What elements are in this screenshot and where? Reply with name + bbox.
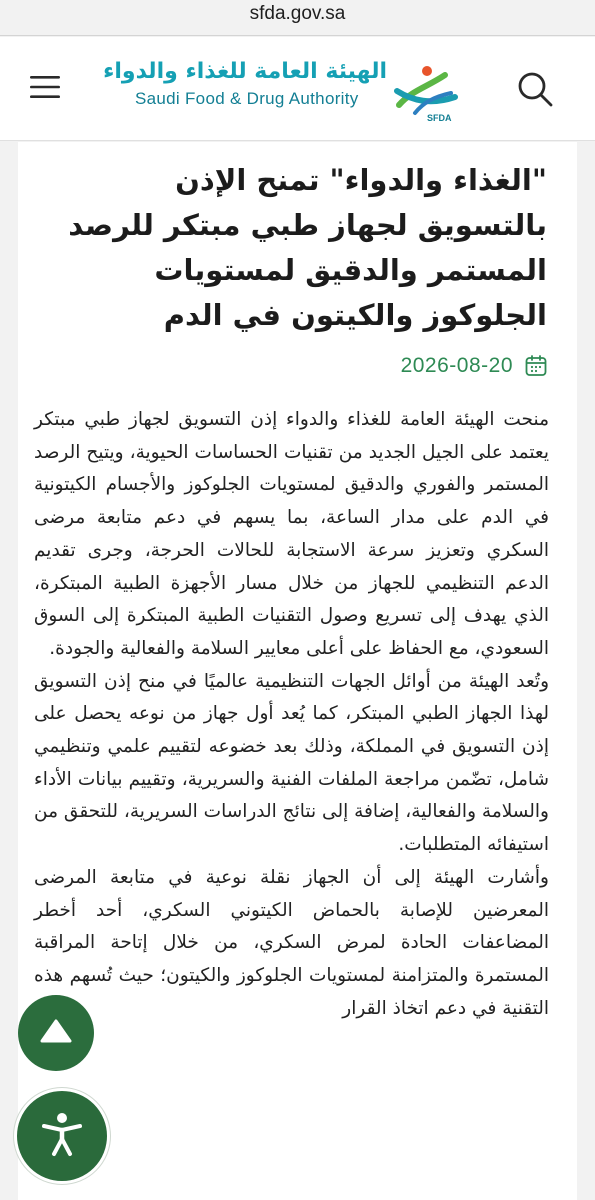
article-paragraph-3: وأشارت الهيئة إلى أن الجهاز نقلة نوعية في متابعة المرضى المعرضين للإصابة بالحماض الكيتوني السكري، أحد أخطر المضاعفات الحادة لمرض السكري، من خلال إتاحة المراقبة المستمرة والمتزامنة لمستويات الجلوكوز والكيتون؛ حيث تُسهم هذه التقنية في دعم اتخاذ القرار [34, 866, 549, 1019]
scroll-to-top-button[interactable] [18, 995, 94, 1071]
logo-mark-text: SFDA [427, 113, 452, 123]
article-date-row [401, 350, 547, 382]
article-date: 2026-08-20 [400, 354, 513, 377]
accessibility-button[interactable] [14, 1088, 110, 1184]
url-text[interactable]: sfda.gov.sa [249, 3, 346, 24]
logo-arabic-text: الهيئة العامة للغذاء والدواء [103, 59, 387, 84]
article-paragraph-1: منحت الهيئة العامة للغذاء والدواء إذن التسويق لجهاز طبي مبتكر يعتمد على الجيل الجديد من تقنيات الحساسات الحيوية، ويتيح الرصد المستمر والفوري والدقيق لمستويات الجلوكوز والأجسام الكيتونية في الدم على مدار الساعة، بما يسهم في دعم متابعة مرضى السكري وتعزيز سرعة الاستجابة للحالات الحرجة، وجرى تقديم الدعم التنظيمي للجهاز من خلال مسار الأجهزة الطبية المبتكرة، الذي يهدف إلى تسريع وصول التقنيات الطبية المبتكرة إلى السوق السعودي، مع الحفاظ على أعلى معايير السلامة والفعالية والجودة. [34, 409, 549, 659]
accessibility-person-icon [40, 1111, 84, 1161]
sfda-logo[interactable] [103, 57, 465, 127]
article-card [18, 142, 577, 1200]
calendar-icon [525, 355, 547, 377]
article-title: "الغذاء والدواء" تمنح الإذن بالتسويق لجهاز طبي مبتكر للرصد المستمر والدقيق لمستويات الجلوكوز والكيتون في الدم [68, 163, 547, 332]
site-header [0, 37, 595, 141]
triangle-up-icon [39, 1018, 73, 1048]
hamburger-menu-icon[interactable] [30, 75, 60, 99]
article-paragraph-2: وتُعد الهيئة من أوائل الجهات التنظيمية عالميًا في منح إذن التسويق لهذا الجهاز الطبي المبتكر، كما يُعد أول جهاز من نوعه يحصل على إذن التسويق في المملكة، وذلك بعد خضوعه لتقييم علمي وتنظيمي شامل، تضّمن مراجعة الملفات الفنية والسريرية، وتقييم بيانات الأداء والسلامة والفعالية، إضافة إلى نتائج الدراسات السريرية، للتحقق من استيفائه المتطلبات. [34, 670, 549, 856]
logo-english-text: Saudi Food & Drug Authority [135, 89, 359, 108]
sfda-emblem-icon [393, 61, 465, 123]
article-body [34, 404, 549, 1025]
search-icon[interactable] [516, 70, 554, 108]
browser-url-bar[interactable] [0, 0, 595, 36]
